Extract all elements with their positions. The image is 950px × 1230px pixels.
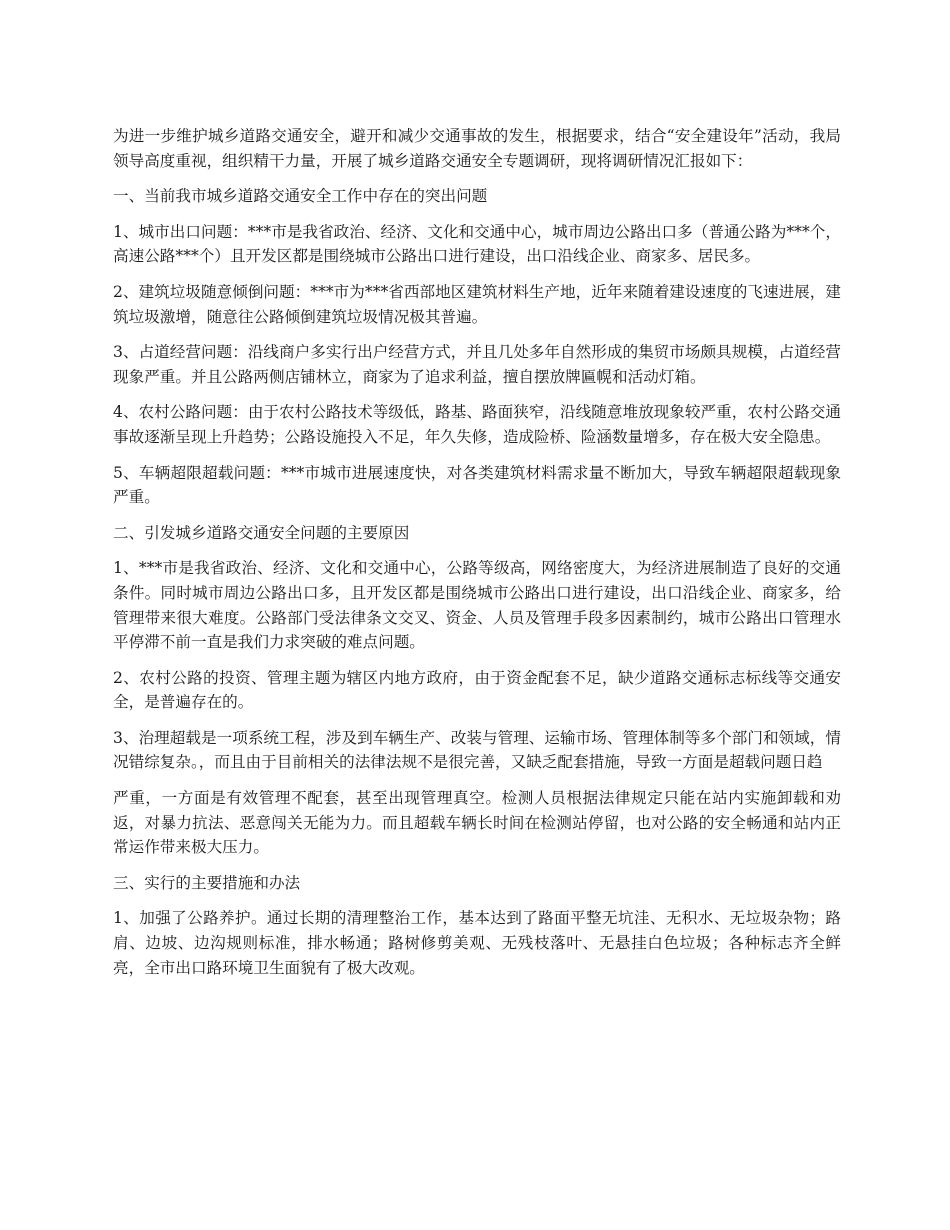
- paragraph-1-3: 3、占道经营问题：沿线商户多实行出户经营方式，并且几处多年自然形成的集贸市场颇具规模，占道经营现象严重。并且公路两侧店铺林立，商家为了追求利益，擅自摆放牌匾幌和活动灯箱。: [113, 343, 841, 386]
- paragraph-2-2: 2、农村公路的投资、管理主题为辖区内地方政府，由于资金配套不足，缺少道路交通标志标线等交通安全，是普遍存在的。: [113, 668, 841, 712]
- paragraph-3-1: 1、加强了公路养护。通过长期的清理整治工作，基本达到了路面平整无坑洼、无积水、无垃圾杂物；路肩、边坡、边沟规则标准，排水畅通；路树修剪美观、无残枝落叶、无悬挂白色垃圾；各种标志齐全鲜亮，全市出口路环境卫生面貌有了极大改观。: [113, 909, 841, 977]
- paragraph-1-4: 4、农村公路问题：由于农村公路技术等级低，路基、路面狭窄，沿线随意堆放现象较严重，农村公路交通事故逐渐呈现上升趋势；公路设施投入不足，年久失修，造成险桥、险涵数量增多，存在极大安全隐患。: [113, 403, 841, 446]
- section-heading-2: 二、引发城乡道路交通安全问题的主要原因: [113, 523, 410, 542]
- section-heading-1: 一、当前我市城乡道路交通安全工作中存在的突出问题: [113, 187, 488, 206]
- paragraph-2-3b: 严重，一方面是有效管理不配套，甚至出现管理真空。检测人员根据法律规定只能在站内实施卸载和劝返，对暴力抗法、恶意闯关无能为力。而且超载车辆长时间在检测站停留，也对公路的安全畅通和站内正常运作带来极大压力。: [113, 789, 841, 857]
- document-body: [113, 124, 841, 981]
- paragraph-2-1: 1、***市是我省政治、经济、文化和交通中心，公路等级高，网络密度大，为经济进展制造了良好的交通条件。同时城市周边公路出口多，且开发区都是围绕城市公路出口进行建设，出口沿线企业、商家多，给管理带来很大难度。公路部门受法律条文交叉、资金、人员及管理手段多因素制约，城市公路出口管理水平停滞不前一直是我们力求突破的难点问题。: [113, 559, 841, 652]
- section-heading-3: 三、实行的主要措施和办法: [113, 873, 301, 892]
- paragraph-1-2: 2、建筑垃圾随意倾倒问题：***市为***省西部地区建筑材料生产地，近年来随着建设速度的飞速进展，建筑垃圾激增，随意往公路倾倒建筑垃圾情况极其普遍。: [113, 282, 841, 326]
- intro-paragraph: 为进一步维护城乡道路交通安全，避开和减少交通事故的发生，根据要求，结合“安全建设年”活动，我局领导高度重视，组织精干力量，开展了城乡道路交通安全专题调研，现将调研情况汇报如下：: [113, 127, 841, 170]
- paragraph-2-3a: 3、治理超载是一项系统工程，涉及到车辆生产、改装与管理、运输市场、管理体制等多个部门和领域，情况错综复杂。，而且由于目前相关的法律法规不是很完善，又缺乏配套措施，导致一方面是超载问题日趋: [113, 728, 841, 772]
- paragraph-1-5: 5、车辆超限超载问题：***市城市进展速度快，对各类建筑材料需求量不断加大，导致车辆超限超载现象严重。: [113, 463, 841, 507]
- paragraph-1-1: 1、城市出口问题：***市是我省政治、经济、文化和交通中心，城市周边公路出口多（普通公路为***个，高速公路***个）且开发区都是围绕城市公路出口进行建设，出口沿线企业、商家多、居民多。: [113, 222, 841, 266]
